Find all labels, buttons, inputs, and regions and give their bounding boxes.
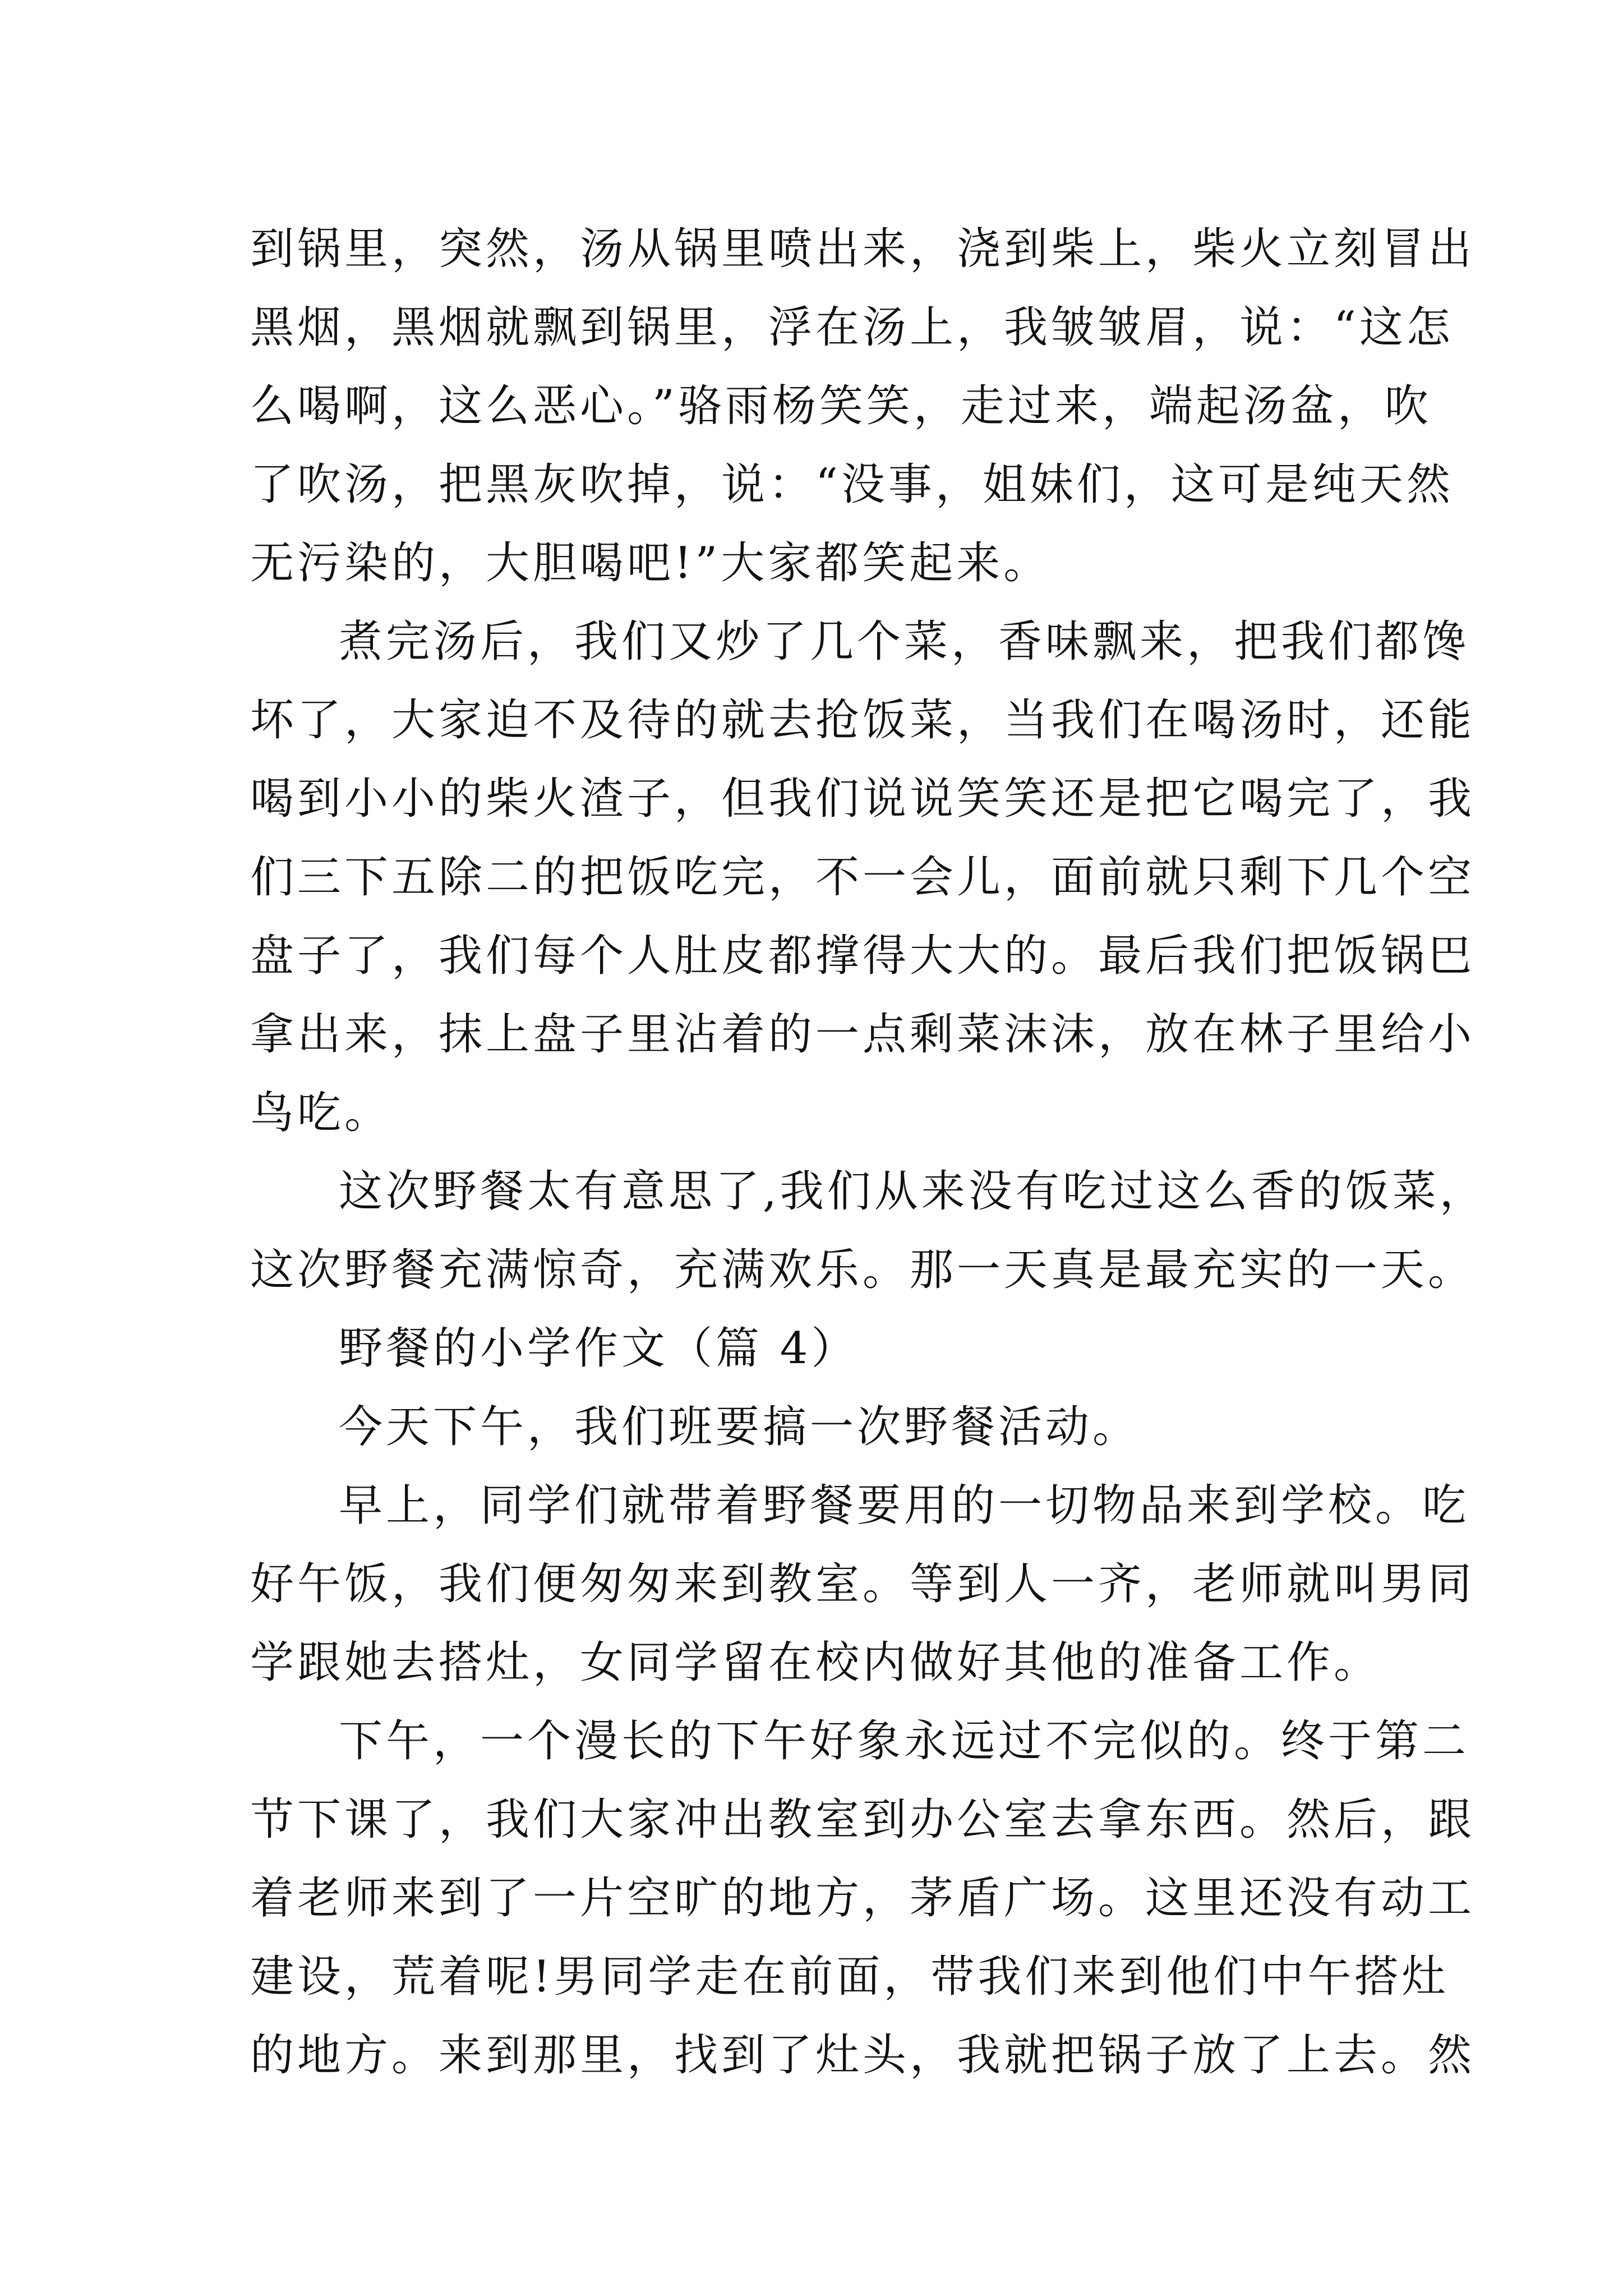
text-line: 下午，一个漫长的下午好象永远过不完似的。终于第二 — [339, 1716, 1470, 1766]
text-line: 这次野餐充满惊奇，充满欢乐。那一天真是最充实的一天。 — [250, 1245, 1476, 1295]
text-line: 们三下五除二的把饭吃完，不一会儿，面前就只剩下几个空 — [250, 852, 1476, 903]
section-heading: 野餐的小学作文（篇 4） — [339, 1323, 859, 1374]
text-line: 到锅里，突然，汤从锅里喷出来，浇到柴上，柴火立刻冒出 — [250, 224, 1476, 274]
text-line: 早上，同学们就带着野餐要用的一切物品来到学校。吃 — [339, 1480, 1470, 1531]
text-line: 了吹汤，把黑灰吹掉，说：“没事，姐妹们，这可是纯天然 — [250, 459, 1454, 510]
text-line: 节下课了，我们大家冲出教室到办公室去拿东西。然后，跟 — [250, 1795, 1476, 1845]
text-line: 今天下午，我们班要搞一次野餐活动。 — [339, 1402, 1140, 1452]
text-line: 好午饭，我们便匆匆来到教室。等到人一齐，老师就叫男同 — [250, 1559, 1476, 1609]
text-line: 的地方。来到那里，找到了灶头，我就把锅子放了上去。然 — [250, 2030, 1476, 2081]
text-line: 盘子了，我们每个人肚皮都撑得大大的。最后我们把饭锅巴 — [250, 931, 1476, 981]
document-body — [250, 210, 1487, 2095]
text-line: 鸟吃。 — [250, 1088, 392, 1138]
text-line: 拿出来，抹上盘子里沾着的一点剩菜沫沫，放在林子里给小 — [250, 1009, 1476, 1060]
text-line: 这次野餐太有意思了,我们从来没有吃过这么香的饭菜， — [339, 1166, 1487, 1217]
text-line: 建设，荒着呢!男同学走在前面，带我们来到他们中午搭灶 — [250, 1952, 1449, 2002]
text-line: 喝到小小的柴火渣子，但我们说说笑笑还是把它喝完了，我 — [250, 774, 1476, 824]
text-line: 无污染的，大胆喝吧!”大家都笑起来。 — [250, 538, 1051, 588]
text-line: 么喝啊，这么恶心。”骆雨杨笑笑，走过来，端起汤盆，吹 — [250, 381, 1432, 431]
text-line: 坏了，大家迫不及待的就去抢饭菜，当我们在喝汤时，还能 — [250, 695, 1476, 746]
text-line: 黑烟，黑烟就飘到锅里，浮在汤上，我皱皱眉，说：“这怎 — [250, 302, 1454, 353]
text-line: 煮完汤后，我们又炒了几个菜，香味飘来，把我们都馋 — [339, 616, 1470, 667]
text-line: 学跟她去搭灶，女同学留在校内做好其他的准备工作。 — [250, 1637, 1381, 1688]
text-line: 着老师来到了一片空旷的地方，茅盾广场。这里还没有动工 — [250, 1873, 1476, 1924]
